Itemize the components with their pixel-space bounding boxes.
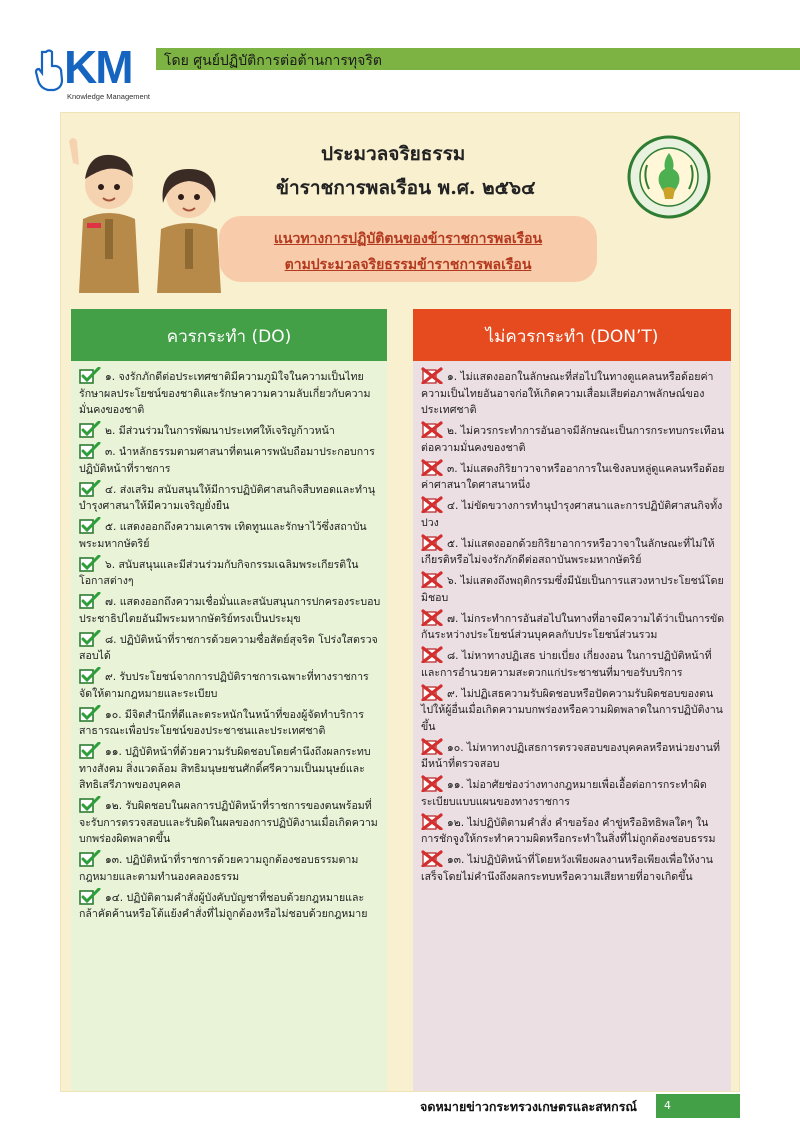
do-item-text: ๒. มีส่วนร่วมในการพัฒนาประเทศให้เจริญก้าวหน้า <box>105 425 335 437</box>
dont-item-text: ๕. ไม่แสดงออกด้วยกิริยาอาการหรือวาจาในลักษณะที่ไม่ให้เกียรติหรือไม่จงรักภักดีต่อสถาบันพระมหากษัตริย์ <box>421 537 715 566</box>
cross-icon <box>421 775 443 792</box>
do-item <box>79 630 381 665</box>
do-item <box>79 705 381 740</box>
check-icon <box>79 367 101 384</box>
cross-icon <box>421 609 443 626</box>
cross-icon <box>421 496 443 513</box>
check-icon <box>79 480 101 497</box>
ministry-seal-logo <box>627 135 711 219</box>
dont-item <box>421 609 725 644</box>
km-logo <box>34 42 154 104</box>
poster-title-line2: ข้าราชการพลเรือน พ.ศ. ๒๕๖๔ <box>276 177 536 199</box>
subtitle-banner <box>219 216 597 282</box>
dont-item <box>421 571 725 606</box>
cross-icon <box>421 421 443 438</box>
hand-pointer-icon <box>34 48 68 92</box>
dont-item <box>421 646 725 681</box>
dont-item <box>421 775 725 810</box>
dont-item-text: ๗. ไม่กระทำการอันส่อไปในทางที่อาจมีความได้ว่าเป็นการขัดกันระหว่างประโยชน์ส่วนบุคคลกับประโยชน์ส่วนรวม <box>421 612 725 641</box>
do-item-text: ๑๔. ปฏิบัติตามคำสั่งผู้บังคับบัญชาที่ชอบด้วยกฎหมายและกล้าคัดค้านหรือโต้แย้งคำสั่งที่ไม่ถูกต้องหรือไม่ชอบด้วยกฎหมาย <box>79 891 368 920</box>
do-item <box>79 888 381 923</box>
check-icon <box>79 517 101 534</box>
dont-item-text: ๑๐. ไม่หาทางปฏิเสธการตรวจสอบของบุคคลหรือหน่วยงานที่มีหน้าที่ตรวจสอบ <box>421 741 720 770</box>
dont-item <box>421 496 725 531</box>
header-bar-text: โดย ศูนย์ปฏิบัติการต่อต้านการทุจริต <box>164 53 382 69</box>
dont-item <box>421 850 725 885</box>
dont-item <box>421 684 725 736</box>
check-icon <box>79 592 101 609</box>
check-icon <box>79 888 101 905</box>
dont-item-text: ๔. ไม่ขัดขวางการทำนุบำรุงศาสนาและการปฏิบัติศาสนกิจทั้งปวง <box>421 500 723 529</box>
do-item <box>79 367 381 419</box>
check-icon <box>79 421 101 438</box>
poster-title: ประมวลจริยธรรม <box>321 143 466 165</box>
do-item <box>79 517 381 552</box>
do-item <box>79 796 381 848</box>
do-item <box>79 592 381 627</box>
dont-item-text: ๑๑. ไม่อาศัยช่องว่างทางกฎหมายเพื่อเอื้อต่อการกระทำผิดระเบียบแบบแผนของทางราชการ <box>421 779 707 808</box>
check-icon <box>79 850 101 867</box>
check-icon <box>79 667 101 684</box>
do-item <box>79 555 381 590</box>
do-item <box>79 442 381 477</box>
check-icon <box>79 742 101 759</box>
do-item-text: ๗. แสดงออกถึงความเชื่อมั่นและสนับสนุนการปกครองระบอบประชาธิปไตยอันมีพระมหากษัตริย์ทรงเป็นประมุข <box>79 596 381 625</box>
dont-item <box>421 534 725 569</box>
subtitle-line2: ตามประมวลจริยธรรมข้าราชการพลเรือน <box>284 257 532 273</box>
logo-subtext: Knowledge Management <box>67 92 150 101</box>
do-item <box>79 480 381 515</box>
do-item-text: ๓. นำหลักธรรมตามศาสนาที่ตนเคารพนับถือมาประกอบการปฏิบัติหน้าที่ราชการ <box>79 446 375 475</box>
dont-item-text: ๙. ไม่ปฏิเสธความรับผิดชอบหรือปัดความรับผิดชอบของตนไปให้ผู้อื่นเมื่อเกิดความบกพร่องหรือความผิดพลาดในการปฏิบัติงานขึ้น <box>421 687 723 733</box>
dont-item-text: ๑๓. ไม่ปฏิบัติหน้าที่โดยหวังเพียงผลงานหรือเพียงเพื่อให้งานเสร็จโดยไม่คำนึงถึงผลกระทบหรือความเสียหายที่อาจเกิดขึ้น <box>421 854 714 883</box>
check-icon <box>79 705 101 722</box>
page-number-box <box>656 1094 740 1118</box>
do-item <box>79 850 381 885</box>
do-item-text: ๙. รับประโยชน์จากการปฏิบัติราชการเฉพาะที่ทางราชการจัดให้ตามกฎหมายและระเบียบ <box>79 671 369 700</box>
do-item-text: ๑๓. ปฏิบัติหน้าที่ราชการด้วยความถูกต้องชอบธรรมตามกฎหมายและตามทำนองคลองธรรม <box>79 854 359 883</box>
do-item-text: ๑๑. ปฏิบัติหน้าที่ด้วยความรับผิดชอบโดยคำนึงถึงผลกระทบทางสังคม สิ่งแวดล้อม สิทธิมนุษยชนศักดิ์ศรีความเป็นมนุษย์และสิทธิเสรีภาพของบุคคล <box>79 746 371 791</box>
logo-text: KM <box>64 41 132 93</box>
dont-item <box>421 813 725 848</box>
dont-item-text: ๑. ไม่แสดงออกในลักษณะที่ส่อไปในทางดูแคลนหรือด้อยค่าความเป็นไทยอันอาจก่อให้เกิดความเสื่อมเสียต่อภาพลักษณ์ของประเทศชาติ <box>421 371 714 416</box>
do-item-text: ๖. สนับสนุนและมีส่วนร่วมกับกิจกรรมเฉลิมพระเกียรติในโอกาสต่างๆ <box>79 558 359 587</box>
dont-list <box>421 367 725 888</box>
cross-icon <box>421 738 443 755</box>
do-list <box>79 367 381 925</box>
do-item <box>79 667 381 702</box>
cross-icon <box>421 534 443 551</box>
do-item-text: ๑. จงรักภักดีต่อประเทศชาติมีความภูมิใจในความเป็นไทย รักษาผลประโยชน์ของชาติและรักษาความความลับเกี่ยวกับความมั่นคงของชาติ <box>79 371 371 416</box>
poster <box>60 112 740 1092</box>
do-item <box>79 421 381 440</box>
dont-item <box>421 738 725 773</box>
do-item-text: ๘. ปฏิบัติหน้าที่ราชการด้วยความซื่อสัตย์สุจริต โปร่งใสตรวจสอบได้ <box>79 633 378 662</box>
dont-item-text: ๒. ไม่ควรกระทำการอันอาจมีลักษณะเป็นการกระทบกระเทือนต่อความมั่นคงของชาติ <box>421 425 725 454</box>
dont-item-text: ๖. ไม่แสดงถึงพฤติกรรมซึ่งมีนัยเป็นการแสวงหาประโยชน์โดยมิชอบ <box>421 575 724 604</box>
do-item-text: ๕. แสดงออกถึงความเคารพ เทิดทูนและรักษาไว้ซึ่งสถาบันพระมหากษัตริย์ <box>79 521 367 550</box>
cross-icon <box>421 684 443 701</box>
do-heading: ควรกระทำ (DO) <box>71 309 387 361</box>
cross-icon <box>421 367 443 384</box>
cross-icon <box>421 646 443 663</box>
check-icon <box>79 555 101 572</box>
dont-item-text: ๓. ไม่แสดงกิริยาวาจาหรืออาการในเชิงลบหลู่ดูแคลนหรือด้อยค่าศาสนาใดศาสนาหนึ่ง <box>421 462 725 491</box>
do-item-text: ๔. ส่งเสริม สนับสนุนให้มีการปฏิบัติศาสนกิจสืบทอดและทำนุบำรุงศาสนาให้มีความเจริญยั่งยืน <box>79 483 376 512</box>
page-number: 4 <box>664 1099 671 1112</box>
dont-item-text: ๑๒. ไม่ปฏิบัติตามคำสั่ง คำขอร้อง คำขู่หรืออิทธิพลใดๆ ในการชักจูงให้กระทำความผิดหรือกระทำในสิ่งที่ไม่ถูกต้องชอบธรรม <box>421 816 716 845</box>
subtitle-line1: แนวทางการปฏิบัติตนของข้าราชการพลเรือน <box>273 231 543 247</box>
cross-icon <box>421 850 443 867</box>
cross-icon <box>421 459 443 476</box>
dont-item-text: ๘. ไม่หาทางปฏิเสธ บ่ายเบี่ยง เกี่ยงงอน ในการปฏิบัติหน้าที่และการอำนวยความสะดวกแก่ประชาชนที่มาขอรับบริการ <box>421 650 712 679</box>
do-item <box>79 742 381 794</box>
check-icon <box>79 442 101 459</box>
civil-servant-characters-illustration <box>61 123 241 293</box>
check-icon <box>79 796 101 813</box>
footer-publication: จดหมายข่าวกระทรวงเกษตรและสหกรณ์ <box>420 1099 638 1114</box>
do-column <box>71 309 387 1091</box>
dont-column <box>413 309 731 1091</box>
dont-item <box>421 459 725 494</box>
do-item-text: ๑๐. มีจิตสำนึกที่ดีและตระหนักในหน้าที่ของผู้จัดทำบริการสาธารณะเพื่อประโยชน์ของประชาชนและประเทศชาติ <box>79 708 364 737</box>
dont-heading: ไม่ควรกระทำ (DON’T) <box>413 309 731 361</box>
do-item-text: ๑๒. รับผิดชอบในผลการปฏิบัติหน้าที่ราชการของตนพร้อมที่จะรับการตรวจสอบและรับผิดในผลของการปฏิบัติงานเมื่อเกิดความบกพร่องผิดพลาดขึ้น <box>79 800 378 845</box>
dont-item <box>421 421 725 456</box>
dont-item <box>421 367 725 419</box>
cross-icon <box>421 571 443 588</box>
header-bar <box>156 48 800 70</box>
check-icon <box>79 630 101 647</box>
cross-icon <box>421 813 443 830</box>
